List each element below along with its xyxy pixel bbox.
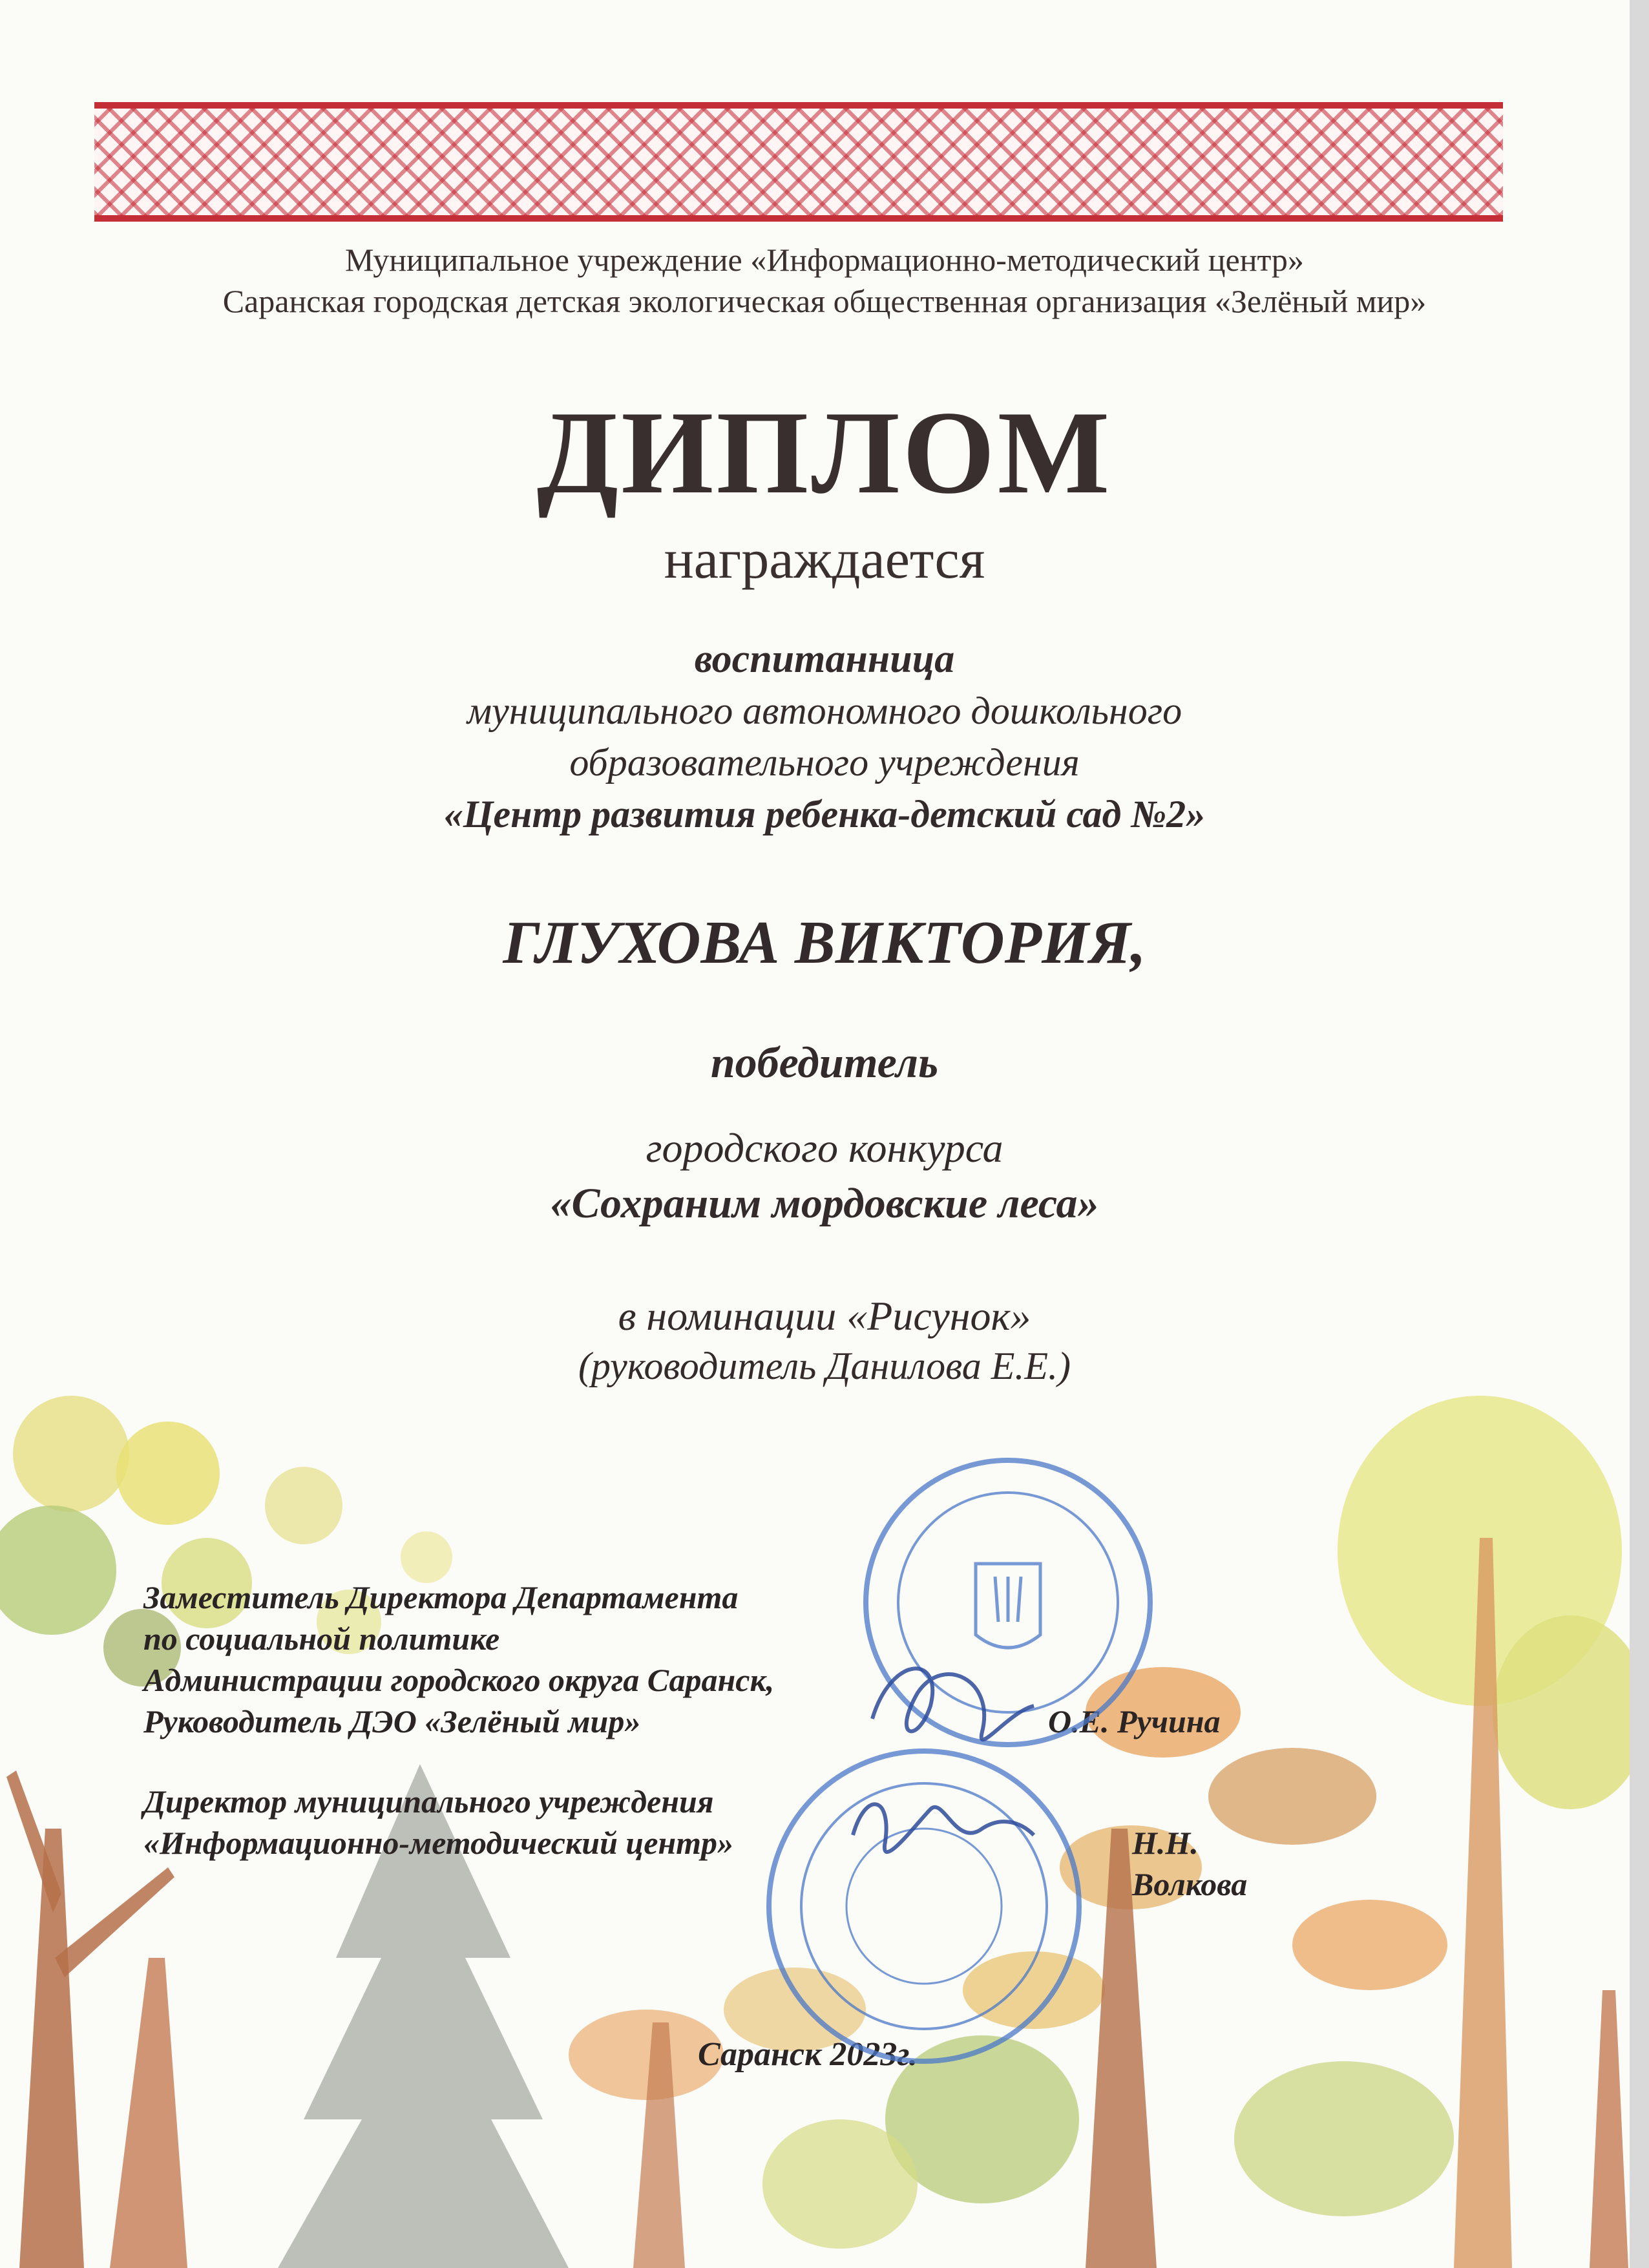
institution-line-1: муниципального автономного дошкольного <box>467 689 1182 732</box>
contest-name: «Сохраним мордовские леса» <box>550 1180 1099 1227</box>
signatory-1-line-1: Заместитель Директора Департамента <box>143 1579 739 1615</box>
signatory-2-name: Н.Н. Волкова <box>1132 1825 1248 1902</box>
signatory-1 <box>143 1577 1307 1742</box>
institution-line-3: «Центр развития ребенка-детский сад №2» <box>443 793 1206 835</box>
signatory-2-line-1: Директор муниципального учреждения <box>143 1783 714 1820</box>
signatory-2 <box>143 1781 1307 1902</box>
signatures-block <box>143 1577 1307 1902</box>
diploma-title: ДИПЛОМ <box>536 386 1113 518</box>
contest-type: городского конкурса <box>646 1125 1003 1171</box>
signatory-1-name: О.Е. Ручина <box>1048 1703 1221 1739</box>
header-line-1: Муниципальное учреждение «Информационно-методический центр» <box>345 242 1304 278</box>
recipient-role: воспитанница <box>694 637 955 681</box>
signatory-1-line-3: Администрации городского округа Саранск, <box>143 1662 775 1698</box>
embroidery-ornament-band <box>94 102 1503 222</box>
city-year: Саранск 2023г. <box>698 2036 918 2073</box>
header-organizations <box>0 239 1649 322</box>
institution-line-2: образовательного учреждения <box>569 741 1080 784</box>
supervisor: (руководитель Данилова Е.Е.) <box>578 1345 1071 1387</box>
signatory-1-line-4: Руководитель ДЭО «Зелёный мир» <box>143 1703 641 1739</box>
nomination: в номинации «Рисунок» <box>618 1293 1031 1339</box>
header-line-2: Саранская городская детская экологическая общественная организация «Зелёный мир» <box>222 283 1427 319</box>
awarded-text: награждается <box>664 528 985 590</box>
institution-name <box>0 685 1649 840</box>
signatory-2-line-2: «Информационно-методический центр» <box>143 1825 734 1861</box>
winner-name: ГЛУХОВА ВИКТОРИЯ, <box>503 909 1146 976</box>
signatory-1-line-2: по социальной политике <box>143 1621 500 1657</box>
scan-edge <box>1630 0 1649 2268</box>
winner-status: победитель <box>710 1038 939 1087</box>
